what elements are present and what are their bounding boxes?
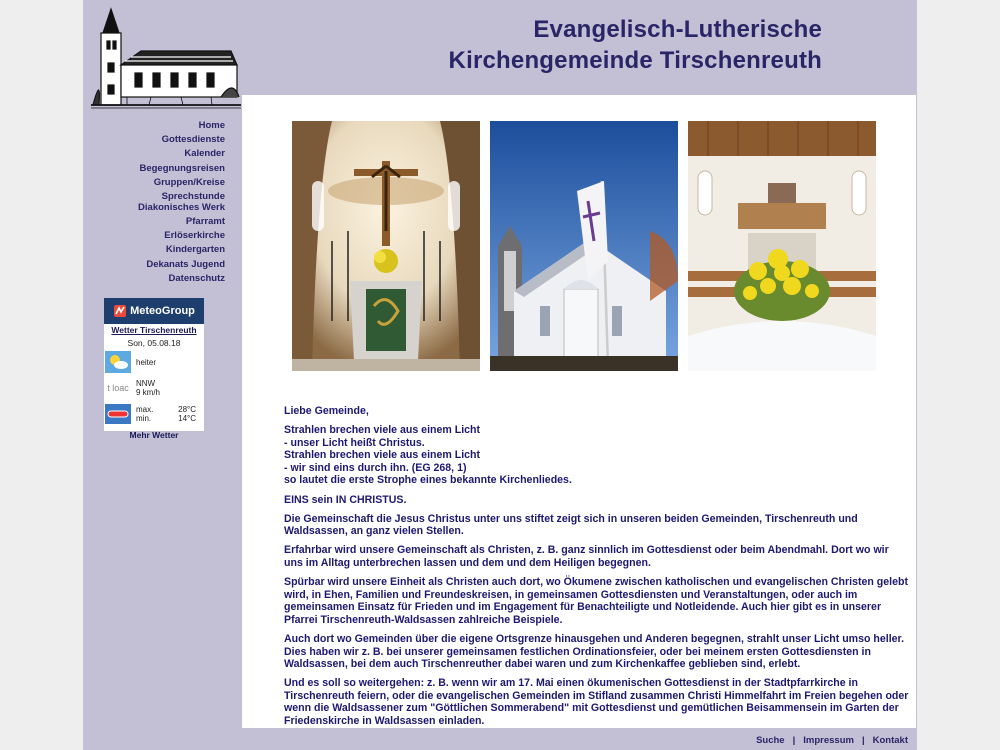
sun-cloud-icon xyxy=(104,351,132,373)
church-logo xyxy=(91,5,241,111)
sidebar-item-kalender[interactable]: Kalender xyxy=(184,148,225,160)
paragraph-line: Auch dort wo Gemeinden über die eigene Ortsgrenze hinausgehen und Anderen begegnen, strahlt unser Licht umso heller. Dies haben wir z. B. bei unserer gemeinsamen festlichen Ordinationsfeier, oder bei meinem ersten Gottesdiensten in Waldsassen, bei dem auch Tirschenreuther dabei waren und zum Kirchenkaffee geblieben sind, erlebt. xyxy=(284,632,905,671)
paragraph-line: - wir sind eins durch ihn. (EG 268, 1) xyxy=(284,461,467,474)
paragraph-line: Liebe Gemeinde, xyxy=(284,405,369,417)
weather-brand[interactable] xyxy=(104,298,204,324)
footer-links xyxy=(756,735,908,746)
sidebar-nav xyxy=(83,119,225,286)
church-interior-photo xyxy=(688,121,876,371)
weather-max-value: 28°C xyxy=(178,405,196,414)
content-paragraph xyxy=(284,633,909,671)
site-title-line2: Kirchengemeinde Tirschenreuth xyxy=(448,47,822,74)
church-exterior-photo xyxy=(490,121,678,371)
weather-min-label: min. xyxy=(136,414,152,423)
weather-wind-row xyxy=(104,376,204,400)
page-frame xyxy=(83,0,917,750)
weather-wind-speed: 9 km/h xyxy=(136,388,161,397)
main-content xyxy=(242,95,916,728)
sidebar-item-gottesdienste[interactable]: Gottesdienste xyxy=(161,134,225,146)
sidebar-item-gruppen-kreise[interactable]: Gruppen/Kreise xyxy=(153,176,225,188)
footer-link-suche[interactable]: Suche xyxy=(756,735,785,746)
site-title-line1: Evangelisch-Lutherische xyxy=(533,16,822,43)
paragraph-line: so lautet die erste Strophe eines bekannte Kirchenliedes. xyxy=(284,474,572,487)
sidebar-item-kindergarten[interactable]: Kindergarten xyxy=(165,244,225,256)
footer-link-kontakt[interactable]: Kontakt xyxy=(872,735,908,746)
content-paragraph xyxy=(284,405,909,418)
content-paragraph xyxy=(284,494,909,507)
footer-link-impressum[interactable]: Impressum xyxy=(803,735,854,746)
content-paragraph xyxy=(284,513,909,538)
weather-temp-row xyxy=(104,402,204,426)
footer-separator: | xyxy=(792,735,796,746)
weather-brand-label: MeteoGroup xyxy=(130,305,195,317)
weather-max-label: max. xyxy=(136,405,154,414)
paragraph-line: Strahlen brechen viele aus einem Licht xyxy=(284,424,481,437)
thermometer-icon xyxy=(104,403,132,425)
sidebar-item-home[interactable]: Home xyxy=(198,120,225,131)
paragraph-line: Spürbar wird unsere Einheit als Christen auch dort, wo Ökumene zwischen katholischen und evangelischen Christen gelebt wird, in Ehen, Familien und Freundeskreisen, in gemeinsamen Gottesdiensten und Veranstaltungen, oder auch im gemeinsamen Einsatz für Frieden und im Engagement für Benachteiligte und Notleidende. Auch hier gibt es in unserer Pfarrei Tirschenreuth-Waldsassen zahlreiche Beispiele. xyxy=(284,576,908,626)
content-paragraph xyxy=(284,677,909,727)
footer-separator: | xyxy=(861,735,865,746)
sidebar-item-erloeserkirche[interactable]: Erlöserkirche xyxy=(164,230,225,242)
weather-condition: heiter xyxy=(136,357,157,367)
paragraph-line: Und es soll so weitergehen: z. B. wenn wir am 17. Mai einen ökumenischen Gottesdienst in der Stadtpfarrkirche in Tirschenreuth feiern, oder die evangelischen Gemeinden im Stifland zusammen Christi Himmelfahrt im Freien begehen oder wenn die Waldsassener zum "Göttlichen Sommerabend" mit Gottesdienst und gemütlichen Beisammensein im Garten der Friedenskirche in Waldsassen einladen. xyxy=(284,677,909,727)
paragraph-line: Erfahrbar wird unsere Gemeinschaft als Christen, z. B. ganz sinnlich im Gottesdienst oder beim Abendmahl. Dort wo wir uns im Alltag unterbrechen lassen und dem und dem Heiligen begegnen. xyxy=(284,544,889,569)
paragraph-line: - unser Licht heißt Christus. xyxy=(284,436,425,449)
content-paragraph xyxy=(284,544,909,569)
more-weather-link[interactable]: Mehr Wetter xyxy=(129,430,179,440)
sidebar-item-dekanats-jugend[interactable]: Dekanats Jugend xyxy=(146,258,225,270)
sidebar-item-sprechstunde[interactable]: Sprechstunde Diakonisches Werk xyxy=(138,191,225,213)
paragraph-line: Die Gemeinschaft die Jesus Christus unter uns stiftet zeigt sich in unseren beiden Gemeinden, Tirschenreuth und Waldsassen, an ganz vielen Stellen. xyxy=(284,512,858,538)
content-paragraph xyxy=(284,424,909,487)
sidebar-item-begegnungsreisen[interactable]: Begegnungsreisen xyxy=(139,162,225,174)
paragraph-line: EINS sein IN CHRISTUS. xyxy=(284,493,407,506)
content-paragraph xyxy=(284,576,909,626)
site-title xyxy=(449,14,822,76)
weather-widget xyxy=(104,298,204,440)
weather-min-value: 14°C xyxy=(178,414,196,423)
sidebar-item-datenschutz[interactable]: Datenschutz xyxy=(168,272,225,284)
altar-photo xyxy=(292,121,480,371)
sidebar-item-pfarramt[interactable]: Pfarramt xyxy=(185,216,225,228)
wind-icon: t loac xyxy=(107,383,129,393)
weather-wind-direction: NNW xyxy=(136,379,156,388)
weather-date: Son, 05.08.18 xyxy=(127,338,181,348)
weather-condition-row xyxy=(104,350,204,374)
welcome-text xyxy=(284,405,909,728)
meteogroup-icon xyxy=(113,304,127,318)
paragraph-line: Strahlen brechen viele aus einem Licht xyxy=(284,449,481,462)
weather-location-link[interactable]: Wetter Tirschenreuth xyxy=(111,325,197,335)
